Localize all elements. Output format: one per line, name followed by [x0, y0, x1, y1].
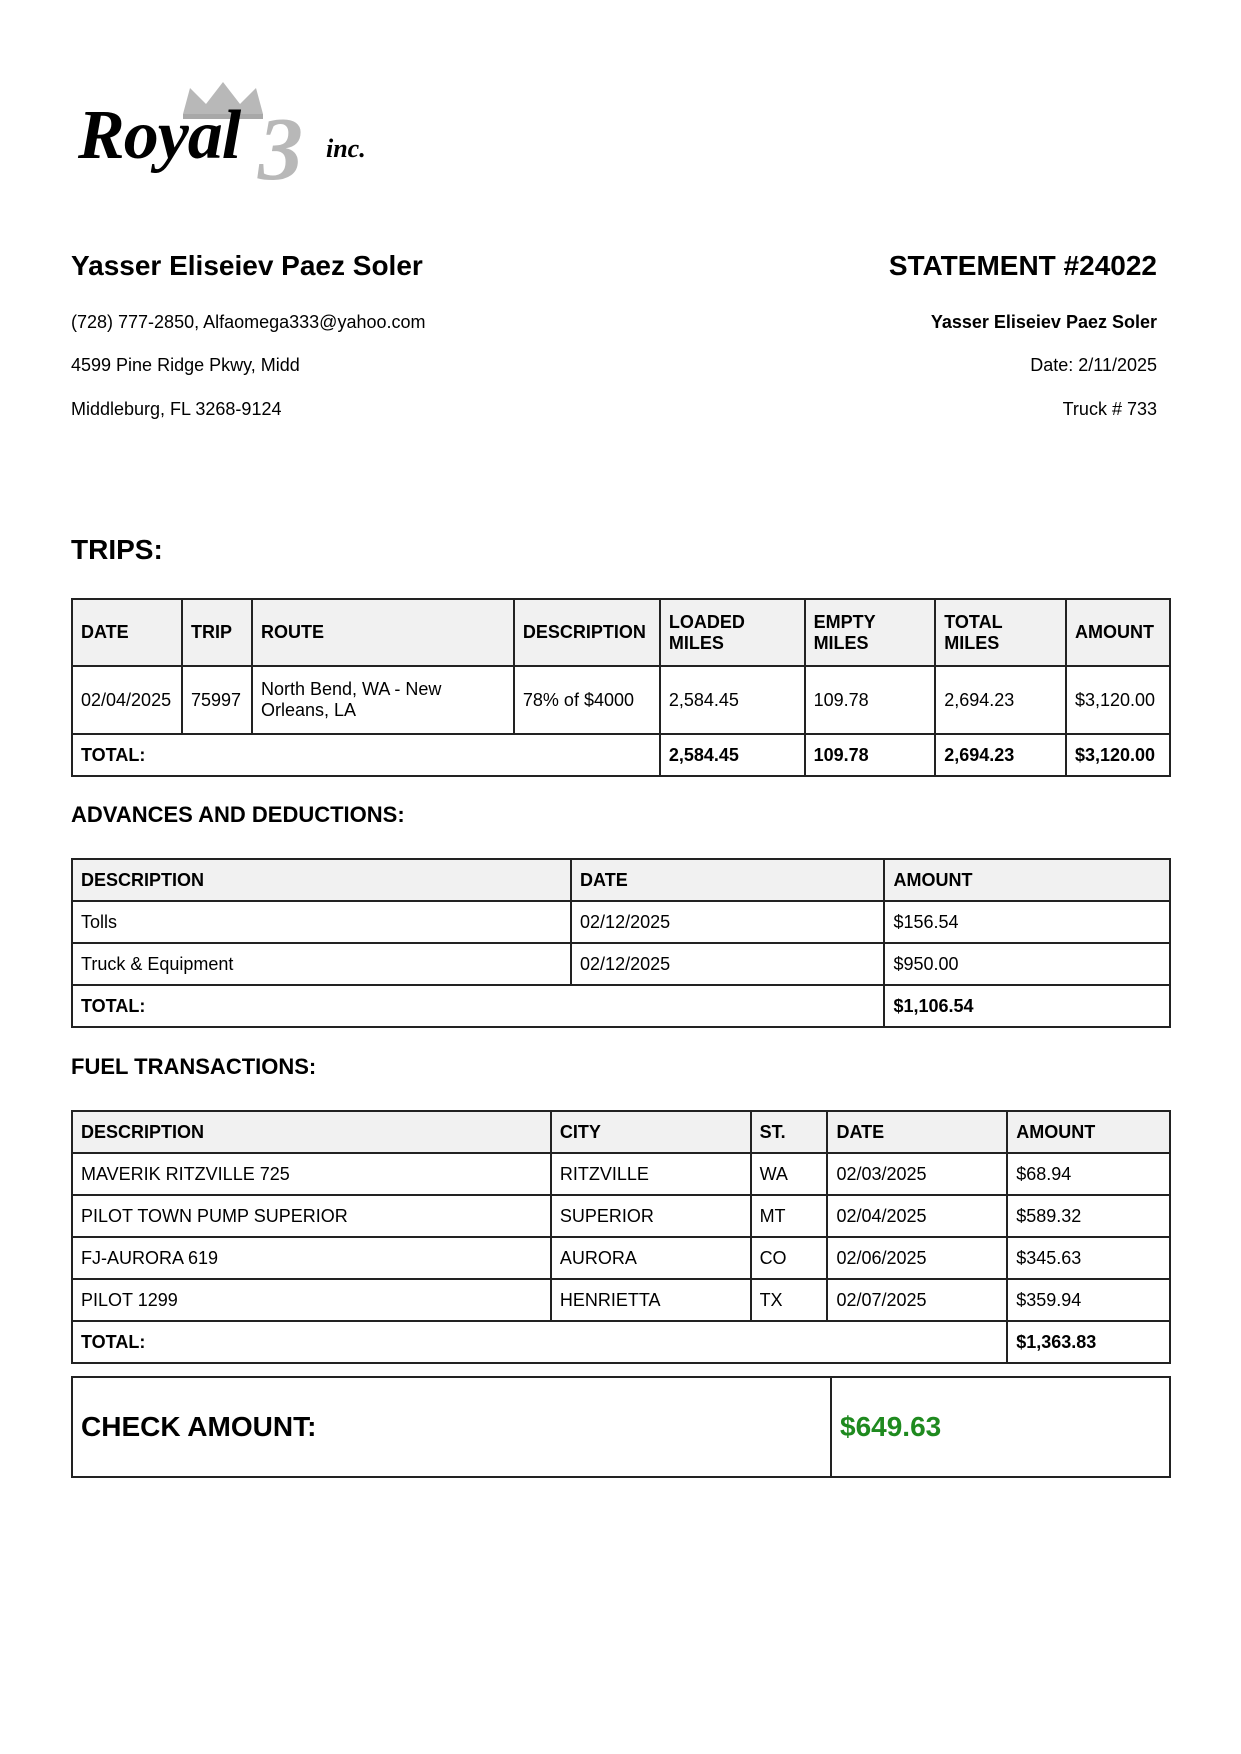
- table-row: [72, 943, 1170, 985]
- total-amount: $3,120.00: [1066, 734, 1170, 776]
- driver-contact: (728) 777-2850, Alfaomega333@yahoo.com: [71, 312, 426, 332]
- table-cell: Tolls: [72, 901, 571, 943]
- driver-name: Yasser Eliseiev Paez Soler: [71, 250, 423, 281]
- table-cell: 78% of $4000: [514, 666, 660, 734]
- total-loaded-miles: 2,584.45: [660, 734, 805, 776]
- advances-heading: ADVANCES AND DEDUCTIONS:: [71, 802, 405, 827]
- check-amount-box: [71, 1376, 1171, 1478]
- table-cell: PILOT 1299: [72, 1279, 551, 1321]
- trips-table: [71, 598, 1171, 777]
- statement-name: Yasser Eliseiev Paez Soler: [930, 312, 1157, 332]
- table-cell: 02/12/2025: [571, 943, 884, 985]
- table-cell: North Bend, WA - New Orleans, LA: [252, 666, 514, 734]
- total-label: TOTAL:: [72, 985, 884, 1027]
- advances-header-cell: DATE: [571, 859, 884, 901]
- table-row: [72, 1237, 1170, 1279]
- trips-header-cell: LOADED MILES: [660, 599, 805, 666]
- table-cell: MT: [751, 1195, 828, 1237]
- advances-header-row: [72, 859, 1170, 901]
- table-cell: MAVERIK RITZVILLE 725: [72, 1153, 551, 1195]
- table-cell: 02/04/2025: [72, 666, 182, 734]
- table-cell: 75997: [182, 666, 252, 734]
- fuel-header-cell: CITY: [551, 1111, 751, 1153]
- fuel-total-row: [72, 1321, 1170, 1363]
- table-cell: 02/07/2025: [827, 1279, 1007, 1321]
- advances-header-cell: DESCRIPTION: [72, 859, 571, 901]
- fuel-table: [71, 1110, 1171, 1364]
- total-empty-miles: 109.78: [805, 734, 936, 776]
- table-cell: PILOT TOWN PUMP SUPERIOR: [72, 1195, 551, 1237]
- total-amount: $1,363.83: [1007, 1321, 1170, 1363]
- trips-header-cell: TOTAL MILES: [935, 599, 1066, 666]
- table-cell: SUPERIOR: [551, 1195, 751, 1237]
- table-cell: RITZVILLE: [551, 1153, 751, 1195]
- trips-header-cell: TRIP: [182, 599, 252, 666]
- driver-address-line-1: 4599 Pine Ridge Pkwy, Midd: [71, 355, 300, 375]
- statement-date: Date: 2/11/2025: [1030, 355, 1157, 375]
- table-cell: $589.32: [1007, 1195, 1170, 1237]
- trips-total-row: [72, 734, 1170, 776]
- table-cell: 109.78: [805, 666, 936, 734]
- table-cell: HENRIETTA: [551, 1279, 751, 1321]
- table-cell: $156.54: [884, 901, 1170, 943]
- total-label: TOTAL:: [72, 1321, 1007, 1363]
- table-row: [72, 901, 1170, 943]
- table-row: [72, 1153, 1170, 1195]
- driver-address-line-2: Middleburg, FL 3268-9124: [71, 399, 282, 419]
- trips-header-cell: DESCRIPTION: [514, 599, 660, 666]
- table-cell: WA: [751, 1153, 828, 1195]
- trips-header-cell: AMOUNT: [1066, 599, 1170, 666]
- table-cell: $68.94: [1007, 1153, 1170, 1195]
- trips-header-cell: ROUTE: [252, 599, 514, 666]
- table-row: [72, 1279, 1170, 1321]
- table-cell: 02/06/2025: [827, 1237, 1007, 1279]
- fuel-header-row: [72, 1111, 1170, 1153]
- table-row: [72, 666, 1170, 734]
- table-cell: 02/12/2025: [571, 901, 884, 943]
- company-logo: [78, 80, 378, 199]
- table-cell: 02/03/2025: [827, 1153, 1007, 1195]
- total-miles: 2,694.23: [935, 734, 1066, 776]
- table-cell: AURORA: [551, 1237, 751, 1279]
- table-cell: 02/04/2025: [827, 1195, 1007, 1237]
- fuel-header-cell: DATE: [827, 1111, 1007, 1153]
- trips-header-cell: EMPTY MILES: [805, 599, 936, 666]
- table-cell: CO: [751, 1237, 828, 1279]
- fuel-header-cell: AMOUNT: [1007, 1111, 1170, 1153]
- logo-numeral: 3: [258, 100, 303, 199]
- advances-header-cell: AMOUNT: [884, 859, 1170, 901]
- statement-truck: Truck # 733: [1062, 399, 1157, 419]
- table-cell: 2,694.23: [935, 666, 1066, 734]
- table-cell: $359.94: [1007, 1279, 1170, 1321]
- trips-header-row: [72, 599, 1170, 666]
- advances-total-row: [72, 985, 1170, 1027]
- table-row: [72, 1195, 1170, 1237]
- table-cell: $3,120.00: [1066, 666, 1170, 734]
- trips-heading: TRIPS:: [71, 534, 163, 565]
- table-cell: FJ-AURORA 619: [72, 1237, 551, 1279]
- fuel-header-cell: ST.: [751, 1111, 828, 1153]
- check-amount-label: CHECK AMOUNT:: [72, 1377, 831, 1477]
- table-cell: $950.00: [884, 943, 1170, 985]
- table-cell: TX: [751, 1279, 828, 1321]
- table-cell: $345.63: [1007, 1237, 1170, 1279]
- table-cell: Truck & Equipment: [72, 943, 571, 985]
- trips-header-cell: DATE: [72, 599, 182, 666]
- fuel-heading: FUEL TRANSACTIONS:: [71, 1054, 317, 1079]
- table-cell: 2,584.45: [660, 666, 805, 734]
- advances-table: [71, 858, 1171, 1028]
- logo-wordmark: Royal: [78, 97, 241, 174]
- total-label: TOTAL:: [72, 734, 660, 776]
- fuel-header-cell: DESCRIPTION: [72, 1111, 551, 1153]
- logo-suffix: inc.: [326, 134, 366, 163]
- check-amount-value: $649.63: [831, 1377, 1170, 1477]
- statement-title: STATEMENT #24022: [888, 250, 1157, 281]
- total-amount: $1,106.54: [884, 985, 1170, 1027]
